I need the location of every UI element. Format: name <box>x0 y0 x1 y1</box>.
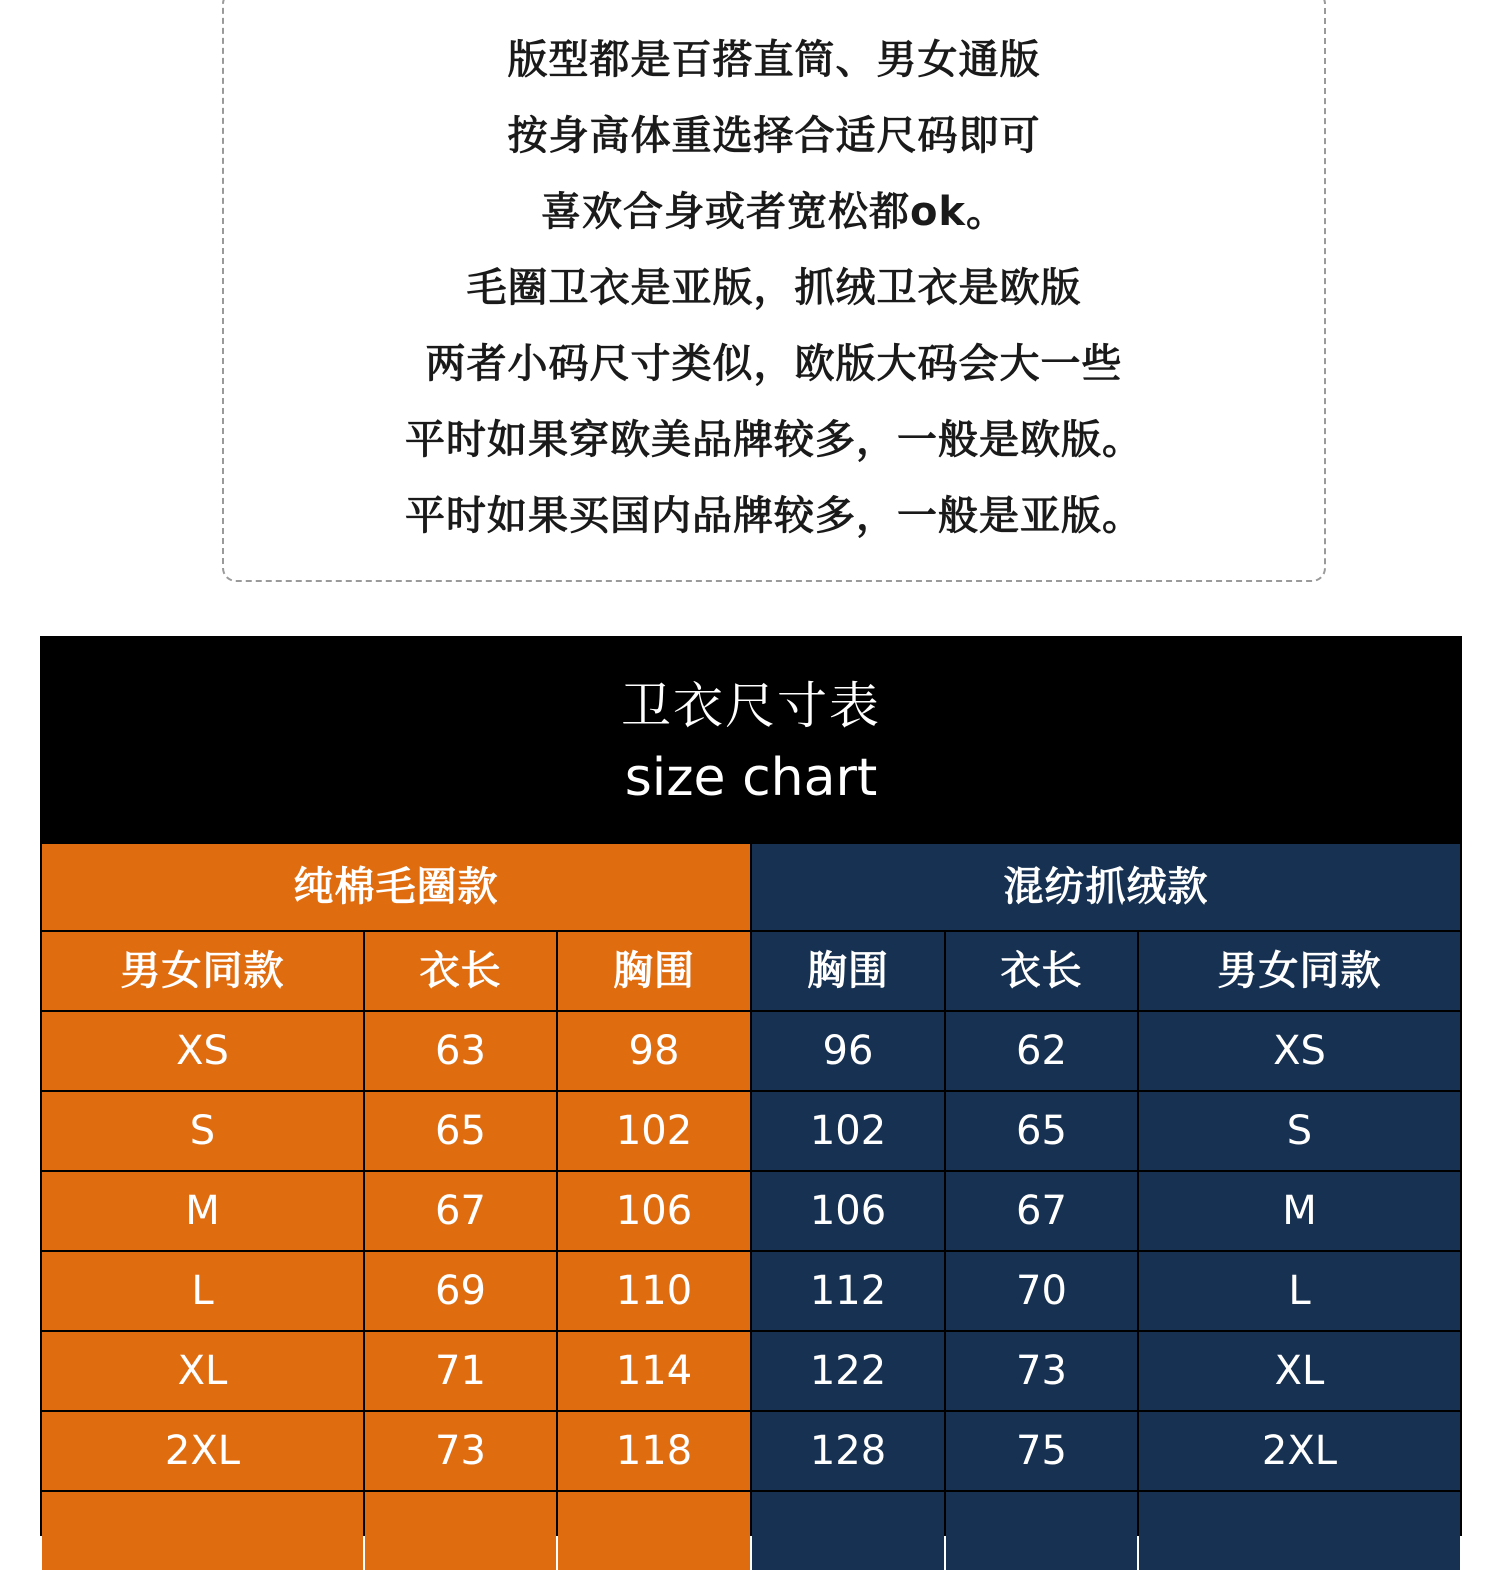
table-cell: 75 <box>946 1412 1137 1490</box>
table-cell: 2XL <box>42 1412 363 1490</box>
table-cell: 70 <box>946 1252 1137 1330</box>
column-header: 男女同款 <box>1139 932 1460 1010</box>
table-cell: 2XL <box>1139 1412 1460 1490</box>
table-cell: M <box>42 1172 363 1250</box>
note-line: 按身高体重选择合适尺码即可 <box>507 113 1041 159</box>
column-header: 胸围 <box>752 932 944 1010</box>
table-cell-partial <box>365 1492 556 1570</box>
table-cell: XS <box>42 1012 363 1090</box>
table-cell-partial <box>558 1492 750 1570</box>
table-cell: 73 <box>946 1332 1137 1410</box>
column-header: 衣长 <box>946 932 1137 1010</box>
table-cell: 63 <box>365 1012 556 1090</box>
notes-list <box>222 22 1326 554</box>
table-cell: M <box>1139 1172 1460 1250</box>
table-cell: 96 <box>752 1012 944 1090</box>
table-cell: 122 <box>752 1332 944 1410</box>
table-cell: 65 <box>365 1092 556 1170</box>
note-line: 喜欢合身或者宽松都ok。 <box>540 189 1008 235</box>
column-header: 衣长 <box>365 932 556 1010</box>
table-cell: 73 <box>365 1412 556 1490</box>
table-cell: XS <box>1139 1012 1460 1090</box>
table-subtitle: size chart <box>624 748 878 808</box>
table-cell-partial <box>1139 1492 1460 1570</box>
table-cell: 65 <box>946 1092 1137 1170</box>
table-cell: 67 <box>946 1172 1137 1250</box>
right-group-header: 混纺抓绒款 <box>752 844 1460 930</box>
table-cell: 110 <box>558 1252 750 1330</box>
table-cell: 62 <box>946 1012 1137 1090</box>
table-cell-partial <box>752 1492 944 1570</box>
table-cell-partial <box>946 1492 1137 1570</box>
table-cell: 71 <box>365 1332 556 1410</box>
table-cell: 106 <box>752 1172 944 1250</box>
left-group-header: 纯棉毛圈款 <box>42 844 750 930</box>
table-header <box>40 636 1462 842</box>
table-cell: 112 <box>752 1252 944 1330</box>
table-cell: 118 <box>558 1412 750 1490</box>
size-chart-table <box>40 636 1462 1536</box>
table-cell: L <box>1139 1252 1460 1330</box>
table-cell: 67 <box>365 1172 556 1250</box>
table-cell: S <box>42 1092 363 1170</box>
table-cell: XL <box>42 1332 363 1410</box>
note-line: 毛圈卫衣是亚版，抓绒卫衣是欧版 <box>466 265 1082 311</box>
table-cell-partial <box>42 1492 363 1570</box>
note-line: 版型都是百搭直筒、男女通版 <box>507 37 1041 83</box>
table-cell: L <box>42 1252 363 1330</box>
table-cell: XL <box>1139 1332 1460 1410</box>
table-cell: 69 <box>365 1252 556 1330</box>
table-cell: 102 <box>558 1092 750 1170</box>
note-line: 平时如果买国内品牌较多，一般是亚版。 <box>405 493 1143 539</box>
table-cell: 128 <box>752 1412 944 1490</box>
table-title: 卫衣尺寸表 <box>621 677 881 735</box>
note-line: 平时如果穿欧美品牌较多，一般是欧版。 <box>405 417 1143 463</box>
table-cell: S <box>1139 1092 1460 1170</box>
column-header: 胸围 <box>558 932 750 1010</box>
table-cell: 106 <box>558 1172 750 1250</box>
note-line: 两者小码尺寸类似，欧版大码会大一些 <box>425 341 1123 387</box>
column-header: 男女同款 <box>42 932 363 1010</box>
table-cell: 114 <box>558 1332 750 1410</box>
table-cell: 102 <box>752 1092 944 1170</box>
table-cell: 98 <box>558 1012 750 1090</box>
